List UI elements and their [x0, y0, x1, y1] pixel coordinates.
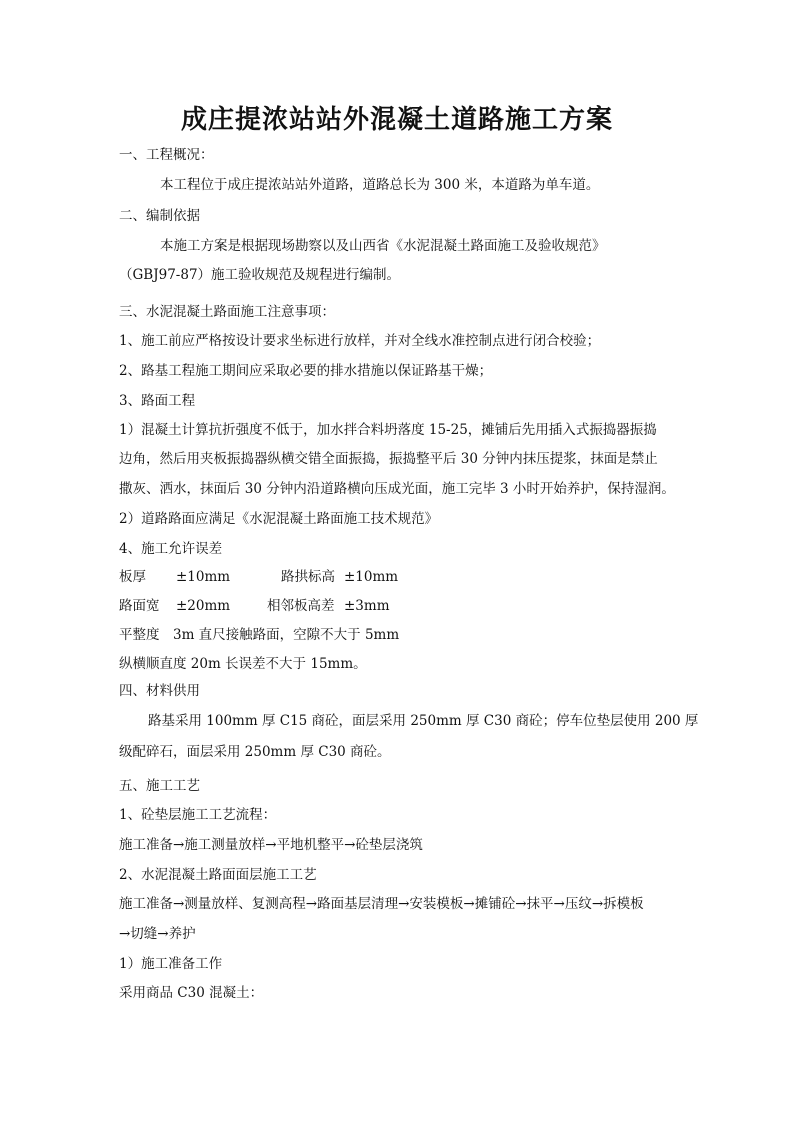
- pavement-standard: 2）道路路面应满足《水泥混凝土路面施工技术规范》: [119, 511, 439, 527]
- precaution-item-1: 1、施工前应严格按设计要求坐标进行放样，并对全线水准控制点进行闭合校验；: [119, 333, 601, 349]
- heading-process: 五、施工工艺: [119, 778, 200, 794]
- tolerance-value: ±3mm: [344, 598, 390, 614]
- heading-basis: 二、编制依据: [119, 208, 200, 224]
- pavement-paragraph-line-2: 边角，然后用夹板振捣器纵横交错全面振捣，振捣整平后 30 分钟内抹压提浆，抹面是禁止: [119, 451, 658, 467]
- materials-paragraph-line-1: 路基采用 100mm 厚 C15 商砼，面层采用 250mm 厚 C30 商砼；停车位垫层使用 200 厚: [148, 713, 699, 729]
- document-title: 成庄提浓站站外混凝土道路施工方案: [180, 105, 613, 135]
- heading-project-overview: 一、工程概况：: [119, 147, 214, 163]
- process-cushion-heading: 1、砼垫层施工工艺流程：: [119, 807, 277, 823]
- precaution-item-2: 2、路基工程施工期间应采取必要的排水措施以保证路基干燥；: [119, 363, 493, 379]
- heading-precautions: 三、水泥混凝土路面施工注意事项：: [119, 304, 335, 320]
- tolerance-item: 路面宽: [119, 598, 160, 614]
- tolerance-item: 路拱标高: [281, 569, 335, 585]
- tolerance-value: ±10mm: [344, 569, 399, 585]
- tolerance-item: 相邻板高差: [267, 598, 335, 614]
- process-surface-heading: 2、水泥混凝土路面面层施工工艺: [119, 867, 317, 883]
- tolerance-value: ±10mm: [176, 569, 231, 585]
- paragraph-basis-line-2: （GBJ97-87）施工验收规范及规程进行编制。: [119, 267, 401, 283]
- tolerance-item: 板厚: [119, 569, 146, 585]
- flatness-line: 平整度 3m 直尺接触路面，空隙不大于 5mm: [119, 627, 400, 643]
- process-cushion-flow: 施工准备→施工测量放样→平地机整平→砼垫层浇筑: [119, 837, 423, 853]
- straightness-line: 纵横顺直度 20m 长误差不大于 15mm。: [119, 656, 367, 672]
- preparation-heading: 1）施工准备工作: [119, 956, 223, 972]
- process-surface-flow-line-2: →切缝→养护: [119, 926, 196, 942]
- materials-paragraph-line-2: 级配碎石，面层采用 250mm 厚 C30 商砼。: [119, 744, 391, 760]
- paragraph-overview: 本工程位于成庄提浓站站外道路，道路总长为 300 米，本道路为单车道。: [160, 177, 600, 193]
- preparation-text: 采用商品 C30 混凝土：: [119, 985, 264, 1001]
- heading-tolerances: 4、施工允许误差: [119, 541, 223, 557]
- paragraph-basis-line-1: 本施工方案是根据现场勘察以及山西省《水泥混凝土路面施工及验收规范》: [160, 238, 606, 254]
- heading-materials: 四、材料供用: [119, 683, 200, 699]
- precaution-item-3: 3、路面工程: [119, 393, 196, 409]
- process-surface-flow-line-1: 施工准备→测量放样、复测高程→路面基层清理→安装模板→摊铺砼→抹平→压纹→拆模板: [119, 896, 644, 912]
- pavement-paragraph-line-1: 1）混凝土计算抗折强度不低于，加水拌合料坍落度 15-25，摊铺后先用插入式振捣器振捣: [119, 422, 657, 438]
- tolerance-value: ±20mm: [176, 598, 231, 614]
- pavement-paragraph-line-3: 撒灰、洒水，抹面后 30 分钟内沿道路横向压成光面，施工完毕 3 小时开始养护，保持湿润。: [119, 481, 675, 497]
